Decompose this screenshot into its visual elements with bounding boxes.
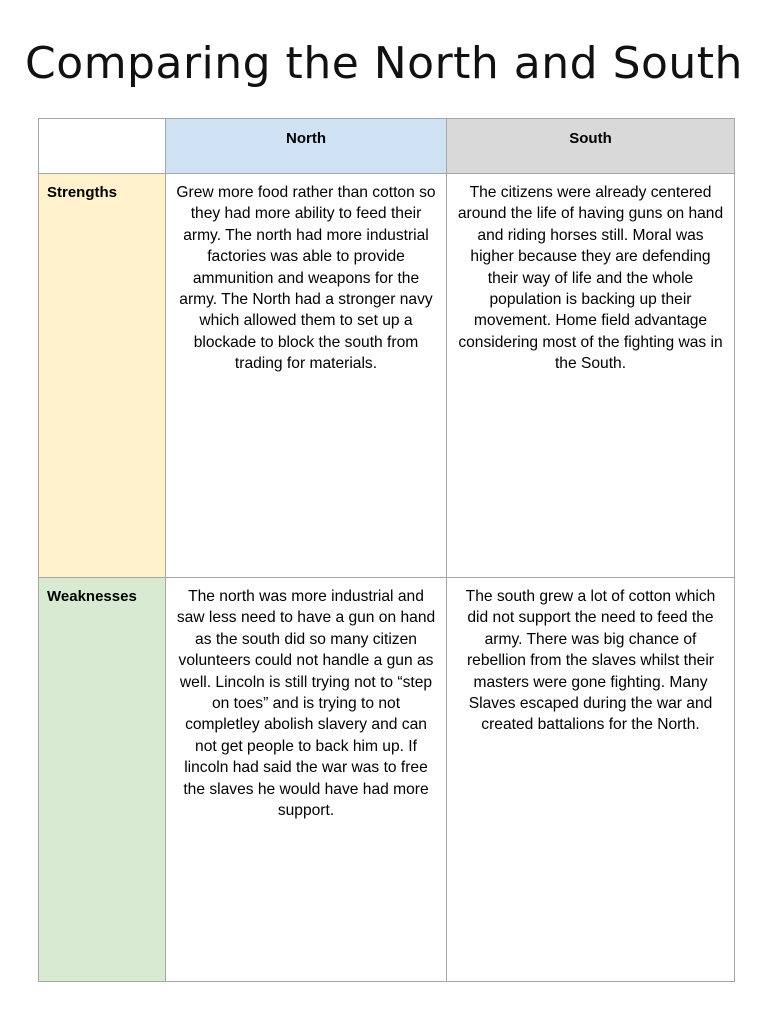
weaknesses-label: Weaknesses xyxy=(47,588,137,605)
north-weaknesses-cell xyxy=(166,578,447,982)
corner-cell xyxy=(39,119,166,174)
south-strengths-cell xyxy=(447,174,735,578)
strengths-label: Strengths xyxy=(47,184,118,201)
south-header xyxy=(447,119,735,174)
strengths-row xyxy=(39,174,735,578)
south-weaknesses-text: The south grew a lot of cotton which did not support the need to feed the army. There was big chance of rebellion from the slaves whilst their masters were gone fighting. Many Slaves escaped during the war and created battalions for the North. xyxy=(465,588,716,734)
weaknesses-row xyxy=(39,578,735,982)
north-header xyxy=(166,119,447,174)
north-strengths-cell xyxy=(166,174,447,578)
south-strengths-text: The citizens were already centered around the life of having guns on hand and riding horses still. Moral was higher because they are defending their way of life and the whole population is backing up their movement. Home field advantage considering most of the fighting was in the South. xyxy=(457,184,724,373)
south-weaknesses-cell xyxy=(447,578,735,982)
south-header-text: South xyxy=(569,130,612,147)
north-header-text: North xyxy=(286,130,326,147)
comparison-table xyxy=(38,118,735,982)
corner-header-text xyxy=(39,119,165,130)
page-title: Comparing the North and South xyxy=(25,38,743,89)
north-strengths-text: Grew more food rather than cotton so they had more ability to feed their army. The north had more industrial factories was able to provide ammunition and weapons for the army. The North had a stronger navy which allowed them to set up a blockade to block the south from trading for materials. xyxy=(176,184,436,373)
north-weaknesses-text: The north was more industrial and saw less need to have a gun on hand as the south did so many citizen volunteers could not handle a gun as well. Lincoln is still trying not to “step on toes” and is trying to not completley abolish slavery and can not get people to back him up. If lincoln had said the war was to free the slaves he would have had more support. xyxy=(176,588,436,820)
header-row xyxy=(39,119,735,174)
strengths-label-cell xyxy=(39,174,166,578)
weaknesses-label-cell xyxy=(39,578,166,982)
